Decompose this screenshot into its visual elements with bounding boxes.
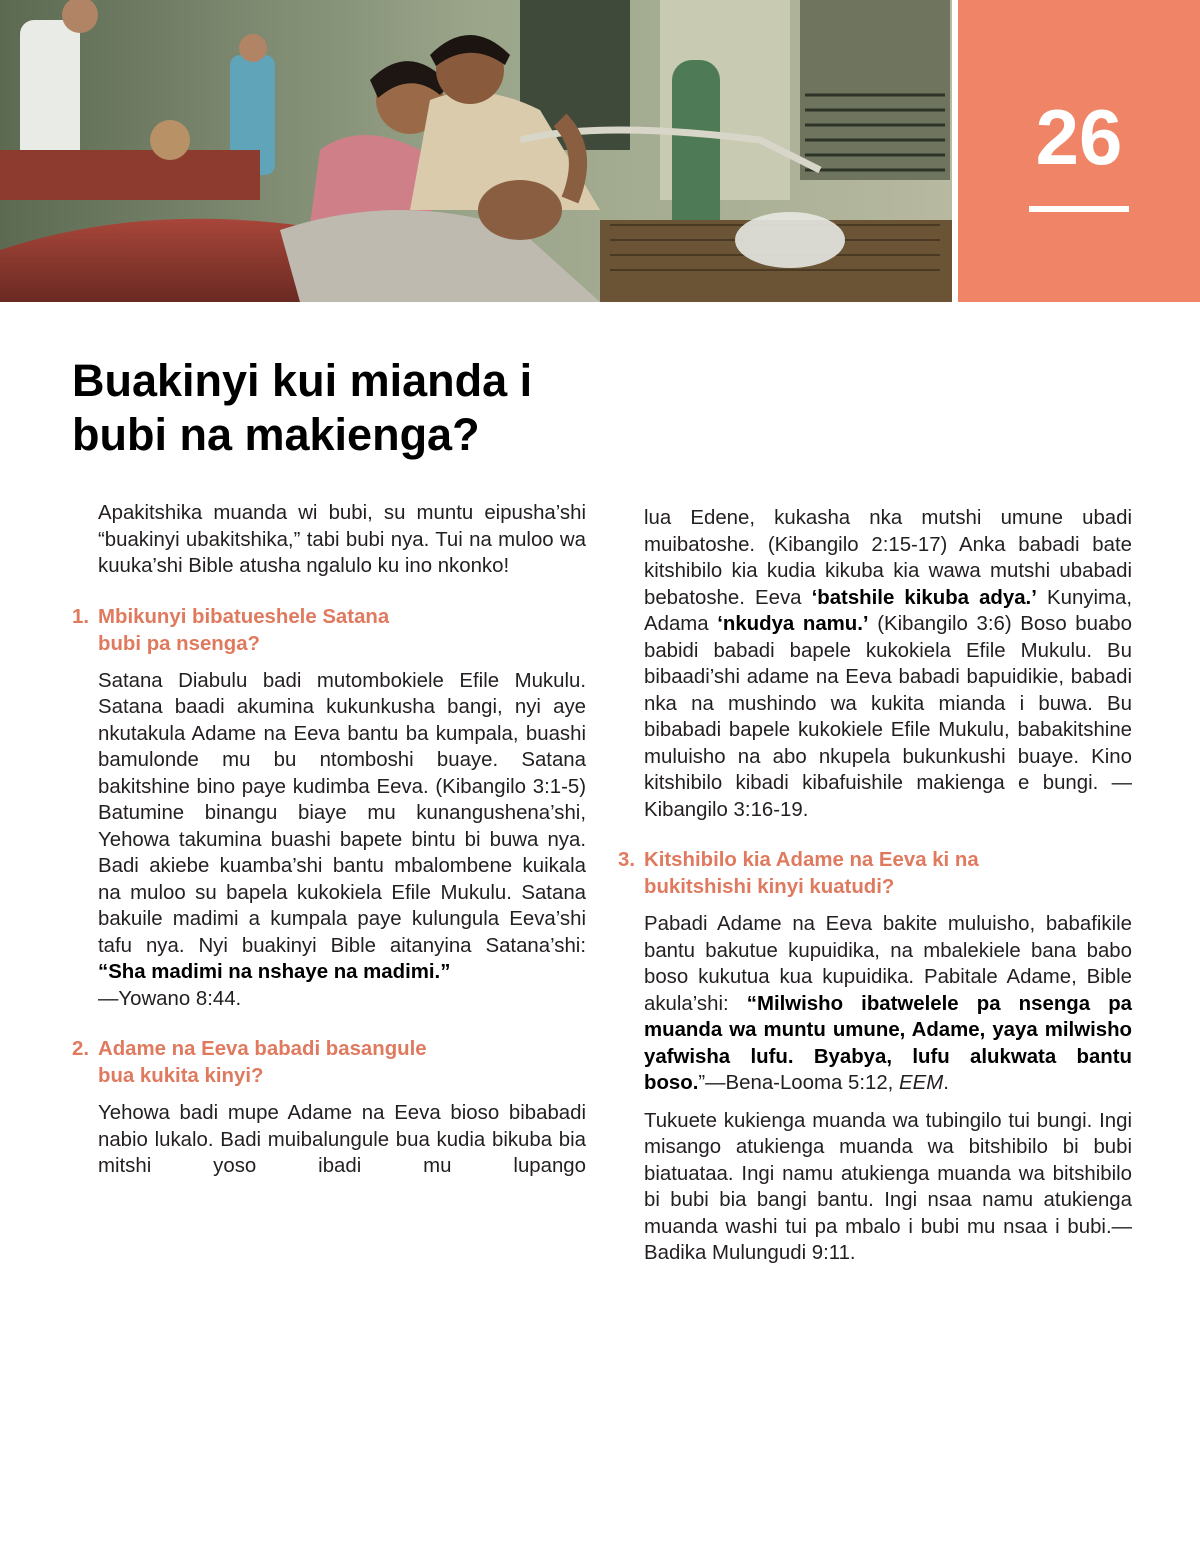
section-2-paragraph-rest bbox=[644, 505, 1132, 823]
question-3-line-2: bukitshishi kinyi kuatudi? bbox=[644, 876, 895, 898]
section-3-citation-end: . bbox=[943, 1072, 949, 1094]
section-3-paragraph-2: Tukuete kukienga muanda wa tubingilo tui bungi. Ingi misango atukienga muanda wa bitshibilo bi bubi biatuataa. Ingi namu atukienga muanda wa bitshibilo bi bubi bia bangi bantu. Ingi nsaa namu atukienga muanda washi tui pa mbalo i bubi mu nsaa i bubi.—Badika Mulungudi 9:11. bbox=[644, 1109, 1132, 1264]
section-2-continuation-text: lua Edene, kukasha nka mutshi umune ubadi muibatoshe. (Kibangilo 2:15-17) Anka babadi bate kitshibilo kia kudia kikuba kia wawa mutshi ubabadi bebatoshe. Eeva bbox=[644, 507, 1132, 609]
question-2-line-2: bua kukita kinyi? bbox=[98, 1065, 264, 1087]
section-2-mid-text: Kunyima, Adama bbox=[644, 586, 1133, 635]
section-2-paragraph-start bbox=[98, 1100, 586, 1179]
page-title bbox=[72, 354, 692, 462]
section-3-text: Pabadi Adame na Eeva bakite muluisho, babafikile bantu bakutue kupuidika, na mbalekiele bana babo boso kukutua kua kupuidika. Pabitale Adame, Bible akula’shi: bbox=[644, 913, 1132, 1015]
question-2-line-1: Adame na Eeva babadi basangule bbox=[98, 1038, 427, 1060]
question-3-line-1: Kitshibilo kia Adame na Eeva ki na bbox=[644, 849, 979, 871]
section-2-quote-2: ‘nkudya namu.’ bbox=[717, 613, 869, 635]
lesson-number: 26 bbox=[1035, 93, 1123, 181]
title-line-1: Buakinyi kui mianda i bbox=[72, 355, 533, 406]
section-2-text: Yehowa badi mupe Adame na Eeva bioso bibabadi nabio lukalo. Badi muibalungule bua kudia bikuba bia mitshi yoso ibadi mu lupango bbox=[98, 1102, 586, 1177]
section-2-quote-1: ‘batshile kikuba adya.’ bbox=[811, 586, 1037, 609]
right-column bbox=[618, 505, 1133, 1278]
section-3-citation-version: EEM bbox=[899, 1072, 944, 1094]
section-3-citation: ”—Bena-Looma 5:12, bbox=[698, 1072, 899, 1094]
question-3-heading bbox=[618, 847, 1132, 901]
section-3-paragraph-1 bbox=[644, 911, 1132, 1097]
question-3-number: 3. bbox=[618, 849, 636, 871]
section-1-citation: —Yowano 8:44. bbox=[98, 987, 242, 1010]
hero-image bbox=[0, 0, 952, 302]
lesson-number-box bbox=[958, 0, 1200, 302]
section-2-rest-text: (Kibangilo 3:6) Boso buabo babidi babadi bapele kukokiela Efile Mukulu. Bu bibaadi’shi adame na Eeva babadi bapuidikie, babadi nka na mushindo wa kukita mianda i buwa. Bu bibabadi bapele kukokiele Efile Mukulu, babakitshine muluisho na abo nkupela bukunkushi buaye. Kino kitshibilo kibadi kibafuishile makienga e bungi. —Kibangilo 3:16-19. bbox=[644, 613, 1132, 821]
question-1-heading bbox=[72, 604, 586, 658]
question-2-number: 2. bbox=[72, 1038, 90, 1060]
lesson-number-underline bbox=[1029, 206, 1129, 212]
question-1-number: 1. bbox=[72, 605, 90, 628]
left-column bbox=[72, 500, 586, 1190]
section-1-quote: “Sha madimi na nshaye na madimi.” bbox=[98, 961, 451, 983]
title-line-2: bubi na makienga? bbox=[72, 409, 480, 460]
question-2-heading bbox=[72, 1036, 586, 1090]
section-1-paragraph bbox=[98, 668, 586, 1013]
section-3-quote: “Milwisho ibatwelele pa nsenga pa muanda wa muntu umune, Adame, yaya milwisho yafwisha lufu. Byabya, lufu alukwata bantu boso. bbox=[644, 992, 1132, 1094]
intro-paragraph: Apakitshika muanda wi bubi, su muntu eipusha’shi “buakinyi ubakitshika,” tabi bubi nya. Tui na muloo wa kuuka’shi Bible atusha ngalulo ku ino nkonko! bbox=[98, 502, 586, 577]
question-1-line-2: bubi pa nsenga? bbox=[98, 632, 261, 655]
question-1-line-1: Mbikunyi bibatueshele Satana bbox=[98, 605, 390, 628]
section-1-text: Satana Diabulu badi mutombokiele Efile Mukulu. Satana baadi akumina kukunkusha bangi, nyi aye nkutakula Adame na Eeva bantu ba kumpala, buashi bamulonde mu bu ntomboshi buaye. Satana bakitshine bino paye kudimba Eeva. (Kibangilo 3:1-5) Batumine binangu biaye mu kunangushena’shi, Yehowa takumina buashi bapete bintu bi buwa nya. Badi akiebe kuamba’shi bantu mbalombene kuikala na muloo su bapela kukokiela Efile Mukulu. Satana bakuile madimi a kumpala paye kulungula Eeva’shi tafu nya. Nyi buakinyi Bible aitanyina Satana’shi: bbox=[98, 669, 586, 957]
